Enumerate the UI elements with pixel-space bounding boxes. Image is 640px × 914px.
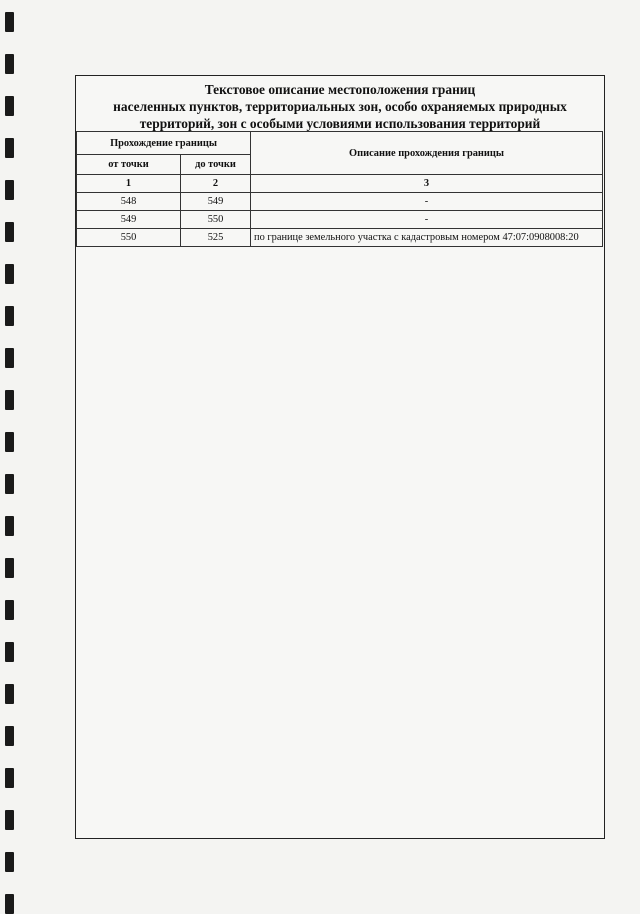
cell-from: 550 [77, 229, 181, 247]
binding-hole-mark [5, 138, 14, 158]
cell-to: 550 [181, 211, 251, 229]
binding-hole-mark [5, 180, 14, 200]
binding-hole-mark [5, 306, 14, 326]
cell-description: - [251, 193, 603, 211]
binding-hole-mark [5, 474, 14, 494]
cell-description: по границе земельного участка с кадастровым номером 47:07:0908008:20 [251, 229, 603, 247]
boundary-table [76, 131, 603, 247]
header-description: Описание прохождения границы [251, 132, 603, 175]
table-row [77, 193, 603, 211]
title-line-3: территорий, зон с особыми условиями использования территорий [139, 116, 541, 131]
cell-from: 549 [77, 211, 181, 229]
binding-hole-mark [5, 222, 14, 242]
binding-hole-mark [5, 54, 14, 74]
document-title [76, 76, 604, 131]
title-line-1: Текстовое описание местоположения границ [204, 82, 476, 97]
binding-hole-mark [5, 810, 14, 830]
binding-hole-mark [5, 894, 14, 914]
binding-hole-mark [5, 600, 14, 620]
table-row [77, 211, 603, 229]
binding-hole-mark [5, 726, 14, 746]
header-to: до точки [181, 155, 251, 175]
binding-hole-mark [5, 642, 14, 662]
header-boundary: Прохождение границы [77, 132, 251, 155]
column-number: 1 [77, 175, 181, 193]
header-from: от точки [77, 155, 181, 175]
binding-hole-mark [5, 768, 14, 788]
table-row [77, 229, 603, 247]
column-number: 3 [251, 175, 603, 193]
binding-hole-mark [5, 12, 14, 32]
cell-description: - [251, 211, 603, 229]
cell-from: 548 [77, 193, 181, 211]
binding-hole-mark [5, 390, 14, 410]
binding-hole-mark [5, 432, 14, 452]
binding-hole-mark [5, 516, 14, 536]
title-line-2: населенных пунктов, территориальных зон, особо охраняемых природных [113, 99, 567, 114]
binding-hole-mark [5, 558, 14, 578]
binding-hole-mark [5, 264, 14, 284]
binding-holes [0, 0, 24, 905]
binding-hole-mark [5, 852, 14, 872]
binding-hole-mark [5, 684, 14, 704]
cell-to: 525 [181, 229, 251, 247]
binding-hole-mark [5, 348, 14, 368]
document-frame [75, 75, 605, 839]
column-number: 2 [181, 175, 251, 193]
cell-to: 549 [181, 193, 251, 211]
binding-hole-mark [5, 96, 14, 116]
column-number-row [77, 175, 603, 193]
table-header-row [77, 132, 603, 155]
